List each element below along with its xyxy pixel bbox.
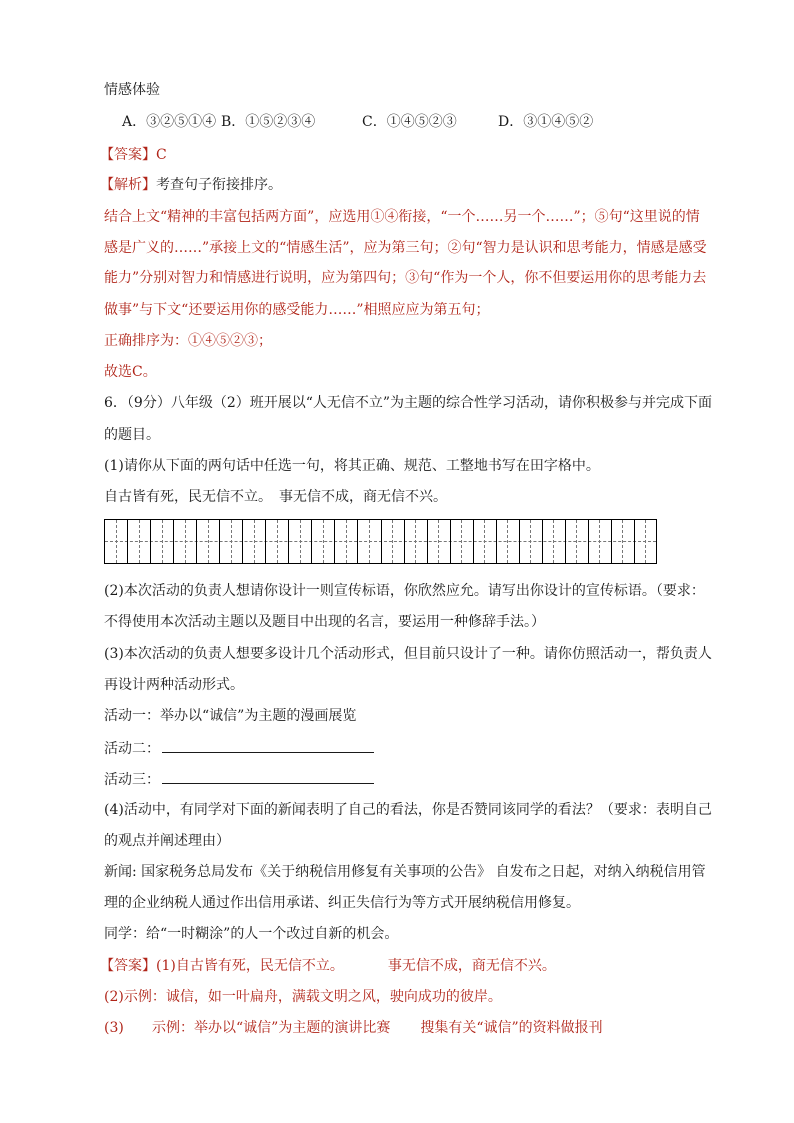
answer-line-1	[100, 145, 167, 165]
analysis-intro: 考查句子衔接排序。	[156, 177, 282, 193]
top-text: 情感体验	[104, 82, 160, 98]
activity-3-blank[interactable]	[162, 768, 374, 784]
analysis-line: 感是广义的……”承接上文的“情感生活”，应为第三句；②句“智力是认识和思考能力，情感是感受	[104, 240, 707, 256]
analysis-heading	[100, 175, 282, 195]
question6-part4-line2: 的观点并阐述理由）	[104, 833, 230, 849]
news-line1: 新闻: 国家税务总局发布《关于纳税信用修复有关事项的公告》 自发布之日起，对纳入纳税信用管	[104, 864, 706, 880]
answer-tag: 【答案】	[100, 958, 156, 974]
tianzige-writing-grid[interactable]	[104, 519, 657, 564]
question6-part2-line2: 不得使用本次活动主题以及题目中出现的名言，要运用一种修辞手法。）	[104, 614, 545, 630]
activity-1: 活动一：举办以“诚信”为主题的漫画展览	[104, 708, 357, 724]
activity-2-blank[interactable]	[162, 737, 374, 753]
conclusion: 故选C。	[104, 364, 157, 380]
question6-part4-line1: (4)活动中，有同学对下面的新闻表明了自己的看法，你是否赞同该同学的看法？（要求：表明自己	[104, 802, 712, 818]
activity-2	[104, 737, 374, 759]
option-a: A．③②⑤①④	[122, 114, 217, 130]
activity-2-label: 活动二：	[104, 741, 160, 757]
answer-part3-num: (3)	[104, 1020, 124, 1036]
correct-order	[104, 331, 272, 351]
question6-part3-line1: (3)本次活动的负责人想要多设计几个活动形式，但目前只设计了一种。请你仿照活动一，帮负责人	[104, 646, 712, 662]
activity-3	[104, 768, 374, 790]
analysis-line: 结合上文“精神的丰富包括两方面”，应选用①④衔接，“一个……另一个……”；⑤句“这里说的情	[104, 209, 700, 225]
analysis-line: 做事”与下文“还要运用你的感受能力……”相照应应为第五句；	[104, 302, 490, 318]
answer-part1-b: 事无信不成，商无信不兴。	[387, 958, 556, 974]
analysis-line: 能力”分别对智力和情感进行说明，应为第四句；③句“作为一个人，你不但要运用你的思考能力去	[104, 270, 707, 286]
option-c: C．①④⑤②③	[362, 114, 457, 130]
question6-part1: (1)请你从下面的两句话中任选一句，将其正确、规范、工整地书写在田字格中。	[104, 458, 600, 474]
answer-part3-a: 示例：举办以“诚信”为主题的演讲比赛	[152, 1020, 391, 1036]
question6-part3-line2: 再设计两种活动形式。	[104, 677, 244, 693]
question6-stem-1: 6．（9分）八年级（2）班开展以“人无信不立”为主题的综合性学习活动，请你积极参与并完成下面	[104, 395, 713, 411]
answer-tag: 【答案】	[100, 147, 156, 163]
option-b: B．①⑤②③④	[221, 114, 316, 130]
news-line2: 理的企业纳税人通过作出信用承诺、纠正失信行为等方式开展纳税信用修复。	[104, 895, 580, 911]
answer-value: C	[156, 147, 167, 163]
option-d: D．③①④⑤②	[498, 114, 594, 130]
quote-sentences: 自古皆有死，民无信不立。 事无信不成，商无信不兴。	[104, 489, 447, 505]
answer-part1-a: (1)自古皆有死，民无信不立。	[156, 958, 344, 974]
answer-options	[122, 112, 593, 132]
answer-line-2	[100, 956, 556, 976]
analysis-tag: 【解析】	[100, 177, 156, 193]
order-value: ①④⑤②③；	[188, 333, 272, 349]
classmate-opinion: 同学：给“一时糊涂”的人一个改过自新的机会。	[104, 926, 399, 942]
question6-part2-line1: (2)本次活动的负责人想请你设计一则宣传标语，你欣然应允。请写出你设计的宣传标语。（要求：	[104, 583, 705, 599]
answer-part3	[104, 1018, 603, 1038]
order-label: 正确排序为：	[104, 333, 188, 349]
answer-part2: (2)示例：诚信，如一叶扁舟，满载文明之风，驶向成功的彼岸。	[104, 989, 502, 1005]
question6-stem-2: 的题目。	[104, 427, 160, 443]
activity-3-label: 活动三：	[104, 772, 160, 788]
answer-part3-b: 搜集有关“诚信”的资料做报刊	[420, 1020, 603, 1036]
